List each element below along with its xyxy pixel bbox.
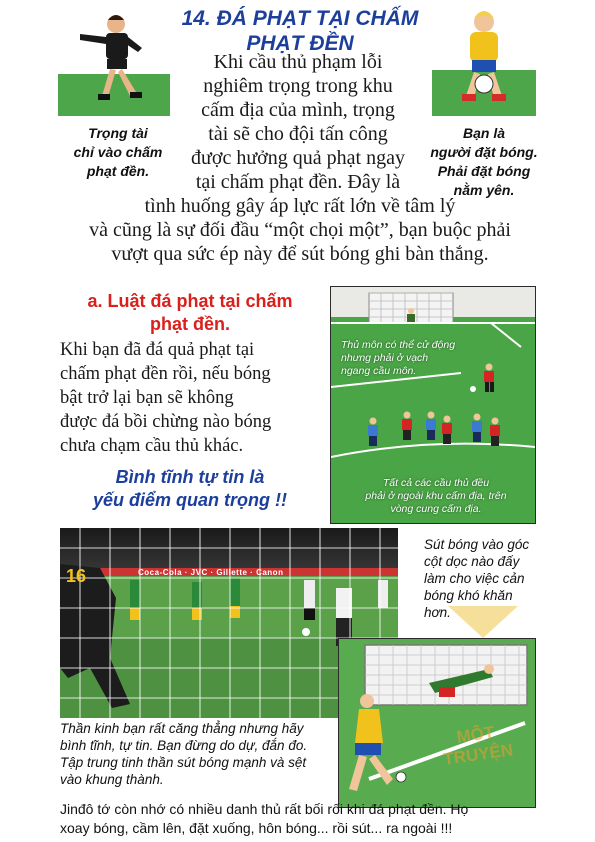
referee-caption: Trọng tài chỉ vào chấm phạt đền.: [73, 125, 163, 179]
nerves-tip: Thần kinh bạn rất căng thẳng nhưng hãy bình tĩnh, tự tin. Bạn đừng do dự, đắn đo. Tập trung tinh thần sút bóng mạnh và sệt vào khung thành.: [60, 721, 308, 787]
goalkeeper-note: Thủ môn có thể cử động nhưng phải ở vạch ngang cầu môn.: [341, 339, 456, 377]
referee-illustration: [58, 4, 170, 116]
section-a-heading: a. Luật đá phạt tại chấm phạt đền.: [87, 291, 293, 334]
players-position-note: Tất cả các cầu thủ đều phải ở ngoài khu cấm địa, trên vòng cung cấm địa.: [365, 477, 507, 515]
ad-board: Coca-Cola · JVC · Gillette · Canon: [138, 568, 284, 577]
intro-paragraph: Khi cầu thủ phạm lỗi nghiêm trọng trong khu cấm địa của mình, trọng tài sẽ cho đội tấn công được hưởng quả phạt ngay tại chấm phạt đền. Đây là: [191, 51, 405, 193]
watermark-logo: MỘT TRUYỆN: [442, 722, 515, 769]
intro-paragraph-continued: tình huống gây áp lực rất lớn về tâm lý và cũng là sự đối đầu “một chọi một”, bạn buộc phải vượt qua sức ép này để sút bóng ghi bàn thắng.: [89, 195, 511, 265]
jersey-number: 16: [66, 566, 87, 586]
slogan: Bình tĩnh tự tin là yếu điểm quan trọng !!: [92, 467, 287, 510]
place-ball-caption: Bạn là người đặt bóng. Phải đặt bóng nằm yên.: [430, 125, 538, 198]
corner-shot-tip: Sút bóng vào góc cột dọc nào đấy làm cho việc cản bóng khó khăn hơn.: [424, 537, 530, 620]
penalty-area-diagram: [330, 286, 536, 524]
section-a-body: Khi bạn đã đá quả phạt tại chấm phạt đền rồi, nếu bóng bật trở lại bạn sẽ không được đá bồi chừng nào bóng chưa chạm cầu thủ khác.: [60, 340, 272, 456]
arrow-down-icon: [448, 606, 518, 638]
page-title: 14. ĐÁ PHẠT TẠI CHẤM PHẠT ĐỀN: [181, 7, 419, 55]
footer-note: Jinđô tớ còn nhớ có nhiều danh thủ rất bối rối khi đá phạt đền. Họ xoay bóng, cầm lên, đặt xuống, hôn bóng... rồi sút... ra ngoài !!!: [60, 801, 469, 836]
shot-illustration: [338, 638, 536, 808]
player-placing-ball-illustration: [432, 4, 536, 116]
